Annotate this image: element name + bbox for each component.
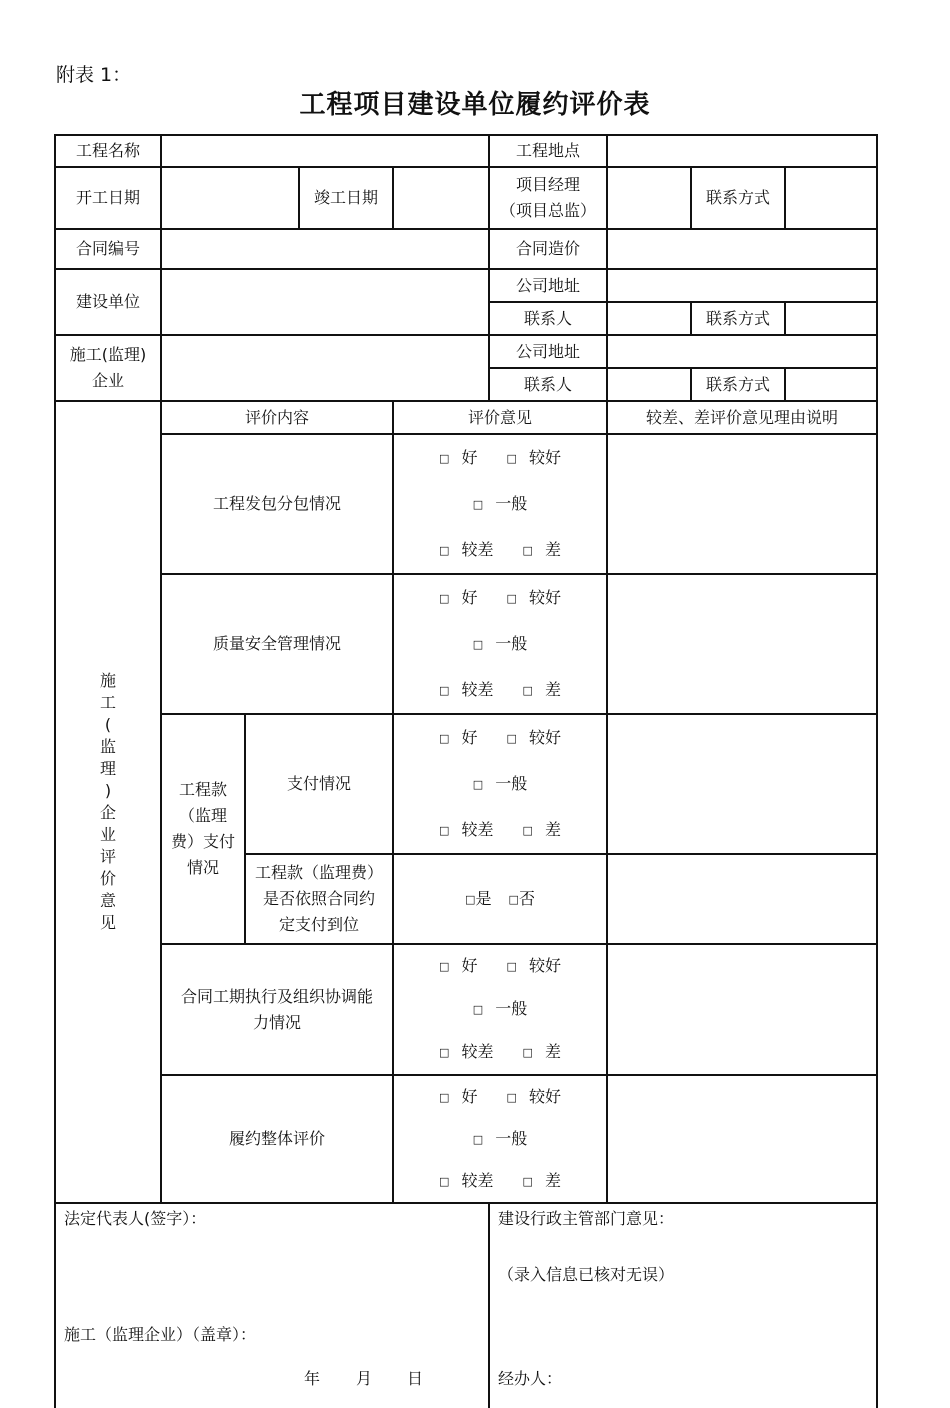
option-good[interactable]: □ 好 xyxy=(439,728,478,747)
row-quality-safety-reason[interactable] xyxy=(607,574,877,714)
option-poor[interactable]: □ 差 xyxy=(522,820,561,839)
input-builder[interactable] xyxy=(161,269,489,335)
option-fairly-good[interactable]: □ 较好 xyxy=(506,588,561,607)
label-project-location: 工程地点 xyxy=(489,135,607,167)
company-seal-label: 施工（监理企业）（盖章）： xyxy=(64,1325,257,1344)
row-payment-group-label: 工程款 （监理 费）支付 情况 xyxy=(161,714,245,944)
header-evaluation-opinion: 评价意见 xyxy=(393,401,607,434)
label-contract-price: 合同造价 xyxy=(489,229,607,269)
input-start-date[interactable] xyxy=(161,167,299,229)
handler-label: 经办人： xyxy=(498,1369,563,1388)
input-contract-price[interactable] xyxy=(607,229,877,269)
option-poor[interactable]: □ 差 xyxy=(522,1171,561,1190)
option-fairly-poor[interactable]: □ 较差 xyxy=(439,1042,494,1061)
row-payment-status-label: 支付情况 xyxy=(245,714,393,854)
row-overall-label: 履约整体评价 xyxy=(161,1075,393,1203)
option-good[interactable]: □ 好 xyxy=(439,448,478,467)
option-good[interactable]: □ 好 xyxy=(439,956,478,975)
input-contractor-address[interactable] xyxy=(607,335,877,368)
date-month: 月 xyxy=(356,1369,373,1388)
row-schedule-options xyxy=(393,944,607,1075)
input-builder-contact-person[interactable] xyxy=(607,302,691,335)
legal-rep-label: 法定代表人(签字）： xyxy=(64,1209,207,1228)
row-payment-contract-reason[interactable] xyxy=(607,854,877,944)
option-poor[interactable]: □ 差 xyxy=(522,540,561,559)
input-completion-date[interactable] xyxy=(393,167,489,229)
label-contractor-contact-person: 联系人 xyxy=(489,368,607,401)
option-fairly-good[interactable]: □ 较好 xyxy=(506,448,561,467)
row-subcontract-options xyxy=(393,434,607,574)
option-fairly-good[interactable]: □ 较好 xyxy=(506,728,561,747)
option-average[interactable]: □ 一般 xyxy=(472,774,528,793)
label-builder: 建设单位 xyxy=(55,269,161,335)
label-project-name: 工程名称 xyxy=(55,135,161,167)
option-average[interactable]: □ 一般 xyxy=(472,999,528,1018)
input-contractor-contact-person[interactable] xyxy=(607,368,691,401)
option-good[interactable]: □ 好 xyxy=(439,588,478,607)
option-poor[interactable]: □ 差 xyxy=(522,680,561,699)
label-contractor-line1: 施工(监理) xyxy=(69,345,147,364)
option-good[interactable]: □ 好 xyxy=(439,1087,478,1106)
input-builder-contact[interactable] xyxy=(785,302,877,335)
input-contract-no[interactable] xyxy=(161,229,489,269)
option-fairly-poor[interactable]: □ 较差 xyxy=(439,680,494,699)
label-builder-address: 公司地址 xyxy=(489,269,607,302)
option-fairly-good[interactable]: □ 较好 xyxy=(506,956,561,975)
label-project-manager-line2: （项目总监） xyxy=(499,201,596,220)
option-average[interactable]: □ 一般 xyxy=(472,634,528,653)
row-overall-options xyxy=(393,1075,607,1203)
label-project-manager xyxy=(489,167,607,229)
date-year: 年 xyxy=(304,1369,321,1388)
input-manager-contact[interactable] xyxy=(785,167,877,229)
signature-left[interactable] xyxy=(55,1203,489,1408)
label-contractor-address: 公司地址 xyxy=(489,335,607,368)
label-contract-no: 合同编号 xyxy=(55,229,161,269)
option-fairly-poor[interactable]: □ 较差 xyxy=(439,540,494,559)
label-contractor xyxy=(55,335,161,401)
option-fairly-poor[interactable]: □ 较差 xyxy=(439,1171,494,1190)
signature-right[interactable] xyxy=(489,1203,877,1408)
option-yes[interactable]: □是 xyxy=(465,888,492,908)
verified-note: （录入信息已核对无误） xyxy=(498,1265,675,1284)
input-project-location[interactable] xyxy=(607,135,877,167)
form-title: 工程项目建设单位履约评价表 xyxy=(299,90,651,120)
row-quality-safety-label: 质量安全管理情况 xyxy=(161,574,393,714)
option-fairly-good[interactable]: □ 较好 xyxy=(506,1087,561,1106)
header-evaluation-content: 评价内容 xyxy=(161,401,393,434)
input-project-name[interactable] xyxy=(161,135,489,167)
option-no[interactable]: □否 xyxy=(508,888,535,908)
authority-opinion-label: 建设行政主管部门意见： xyxy=(498,1209,675,1228)
input-builder-address[interactable] xyxy=(607,269,877,302)
label-contractor-line2: 企业 xyxy=(91,371,124,390)
evaluation-side-label xyxy=(55,401,161,1203)
row-payment-status-options xyxy=(393,714,607,854)
header-reason: 较差、差评价意见理由说明 xyxy=(607,401,877,434)
row-subcontract-label: 工程发包分包情况 xyxy=(161,434,393,574)
label-project-manager-line1: 项目经理 xyxy=(515,175,580,194)
row-schedule-label: 合同工期执行及组织协调能 力情况 xyxy=(161,944,393,1075)
attachment-label: 附表 1： xyxy=(56,64,132,86)
row-payment-status-reason[interactable] xyxy=(607,714,877,854)
evaluation-side-text: 施 工 ( 监 理 ) 企 业 评 价 意 见 xyxy=(99,671,116,932)
label-builder-contact-person: 联系人 xyxy=(489,302,607,335)
option-poor[interactable]: □ 差 xyxy=(522,1042,561,1061)
row-payment-contract-label: 工程款（监理费） 是否依照合同约 定支付到位 xyxy=(245,854,393,944)
label-completion-date: 竣工日期 xyxy=(299,167,393,229)
option-average[interactable]: □ 一般 xyxy=(472,494,528,513)
label-builder-contact: 联系方式 xyxy=(691,302,785,335)
row-payment-contract-options xyxy=(393,854,607,944)
option-average[interactable]: □ 一般 xyxy=(472,1129,528,1148)
input-project-manager[interactable] xyxy=(607,167,691,229)
row-subcontract-reason[interactable] xyxy=(607,434,877,574)
input-contractor-contact[interactable] xyxy=(785,368,877,401)
evaluation-form-table xyxy=(54,134,878,1408)
row-overall-reason[interactable] xyxy=(607,1075,877,1203)
option-fairly-poor[interactable]: □ 较差 xyxy=(439,820,494,839)
date-day: 日 xyxy=(407,1369,424,1388)
label-contractor-contact: 联系方式 xyxy=(691,368,785,401)
label-start-date: 开工日期 xyxy=(55,167,161,229)
row-quality-safety-options xyxy=(393,574,607,714)
label-manager-contact: 联系方式 xyxy=(691,167,785,229)
row-schedule-reason[interactable] xyxy=(607,944,877,1075)
input-contractor[interactable] xyxy=(161,335,489,401)
